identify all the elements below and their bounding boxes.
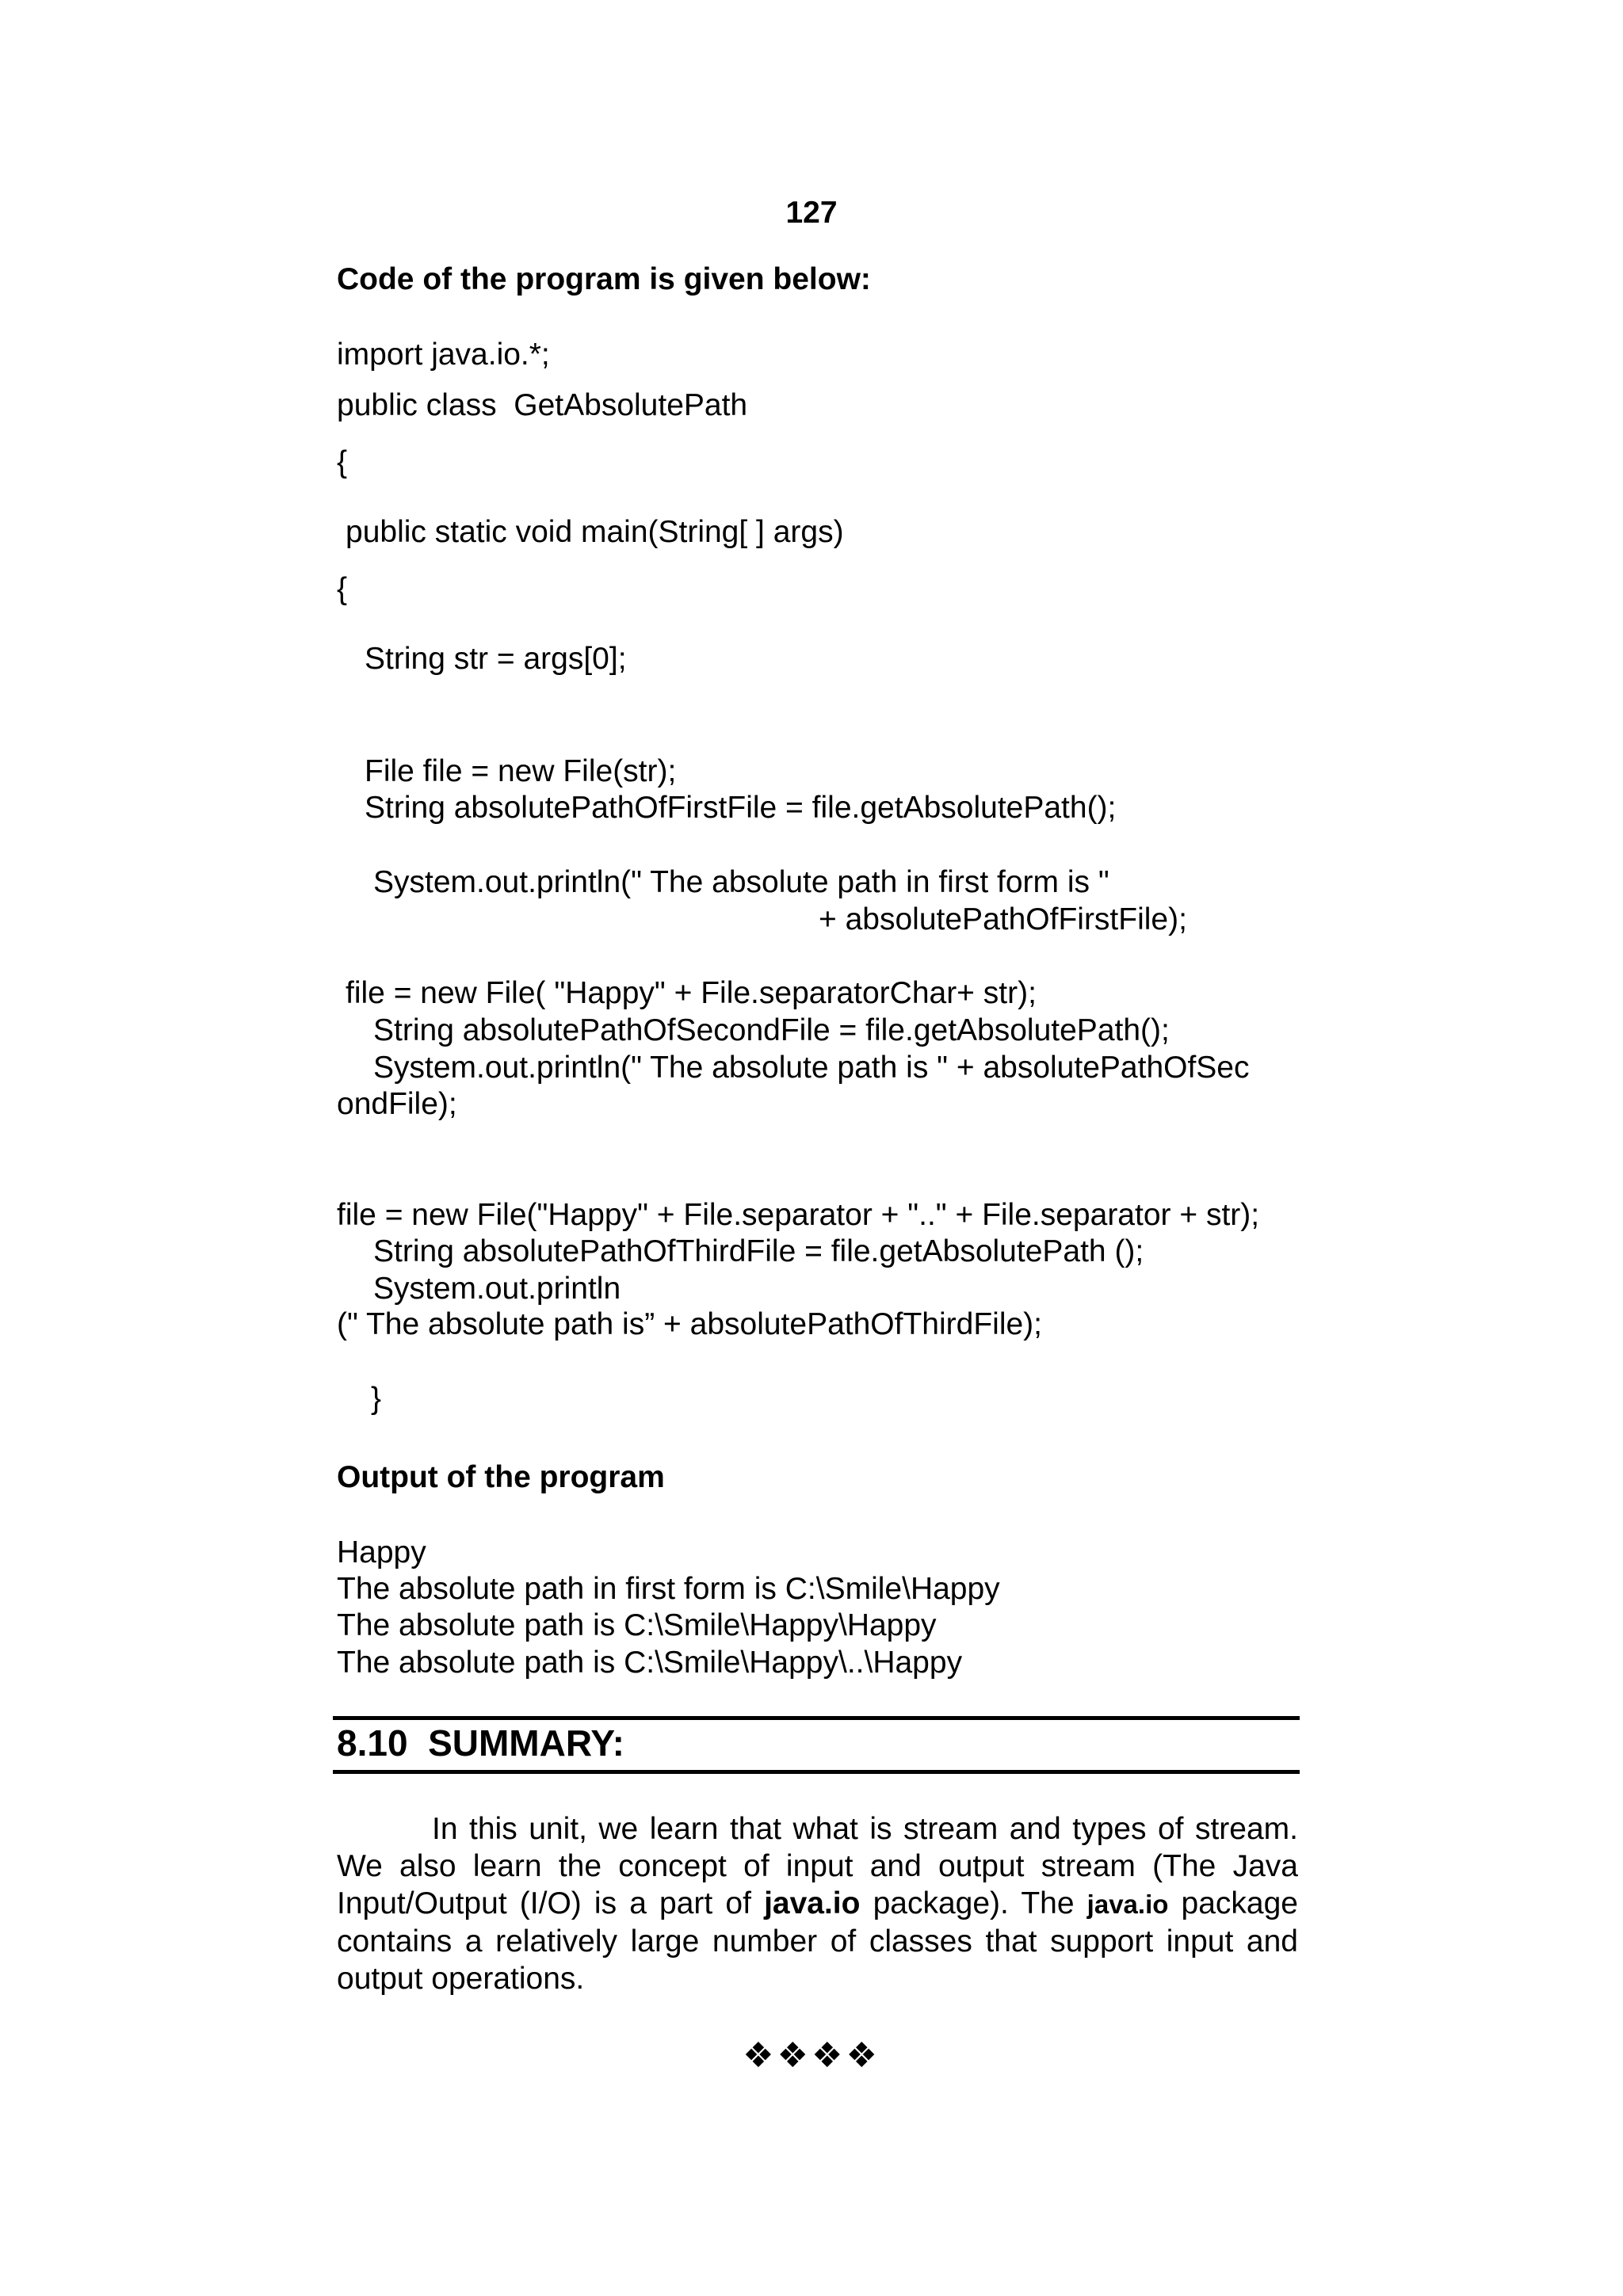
code-line: + absolutePathOfFirstFile);	[819, 902, 1187, 936]
code-line: }	[371, 1382, 382, 1416]
output-line: The absolute path is C:\Smile\Happy\Happy	[337, 1608, 937, 1642]
code-line: String absolutePathOfThirdFile = file.getAbsolutePath ();	[373, 1234, 1144, 1268]
output-line: Happy	[337, 1535, 426, 1569]
page-number: 127	[785, 196, 838, 230]
summary-bottom-rule	[333, 1770, 1300, 1774]
output-heading: Output of the program	[337, 1460, 665, 1494]
code-line: String str = args[0];	[365, 642, 627, 676]
summary-text: In this unit, we learn that what is stream and types of stream. We also learn the concept of input and output stream (The Java Input/Output (I/O) is a part of	[337, 1812, 1298, 1920]
code-line: File file = new File(str);	[365, 754, 677, 788]
code-heading: Code of the program is given below:	[337, 262, 871, 296]
code-line: {	[337, 445, 348, 479]
code-line: ondFile);	[337, 1087, 457, 1121]
output-line: The absolute path is C:\Smile\Happy\..\Happy	[337, 1646, 963, 1680]
code-line: System.out.println(" The absolute path is " + absolutePathOfSec	[373, 1051, 1250, 1085]
output-line: The absolute path in first form is C:\Smile\Happy	[337, 1572, 1000, 1606]
code-line: public class GetAbsolutePath	[337, 388, 748, 422]
code-line: String absolutePathOfSecondFile = file.getAbsolutePath();	[373, 1013, 1170, 1047]
code-line: String absolutePathOfFirstFile = file.getAbsolutePath();	[365, 791, 1117, 825]
package-name: java.io	[1086, 1890, 1169, 1919]
summary-paragraph	[337, 1810, 1298, 1997]
summary-text: package contains a relatively large number of classes that support input and output operations.	[337, 1886, 1298, 1996]
code-line: import java.io.*;	[337, 338, 550, 372]
code-line: System.out.println	[373, 1272, 621, 1306]
code-line: file = new File( "Happy" + File.separatorChar+ str);	[346, 976, 1037, 1010]
summary-text: package). The	[860, 1886, 1087, 1920]
code-line: {	[337, 572, 348, 606]
code-line: System.out.println(" The absolute path in first form is "	[373, 865, 1109, 899]
code-line: (" The absolute path is” + absolutePathOfThirdFile);	[337, 1307, 1042, 1341]
summary-heading: 8.10 SUMMARY:	[337, 1722, 624, 1764]
ornament-divider: ❖❖❖❖	[743, 2035, 880, 2076]
package-name: java.io	[764, 1886, 861, 1920]
code-line: file = new File("Happy" + File.separator + ".." + File.separator + str);	[337, 1198, 1260, 1232]
code-line: public static void main(String[ ] args)	[346, 515, 844, 549]
